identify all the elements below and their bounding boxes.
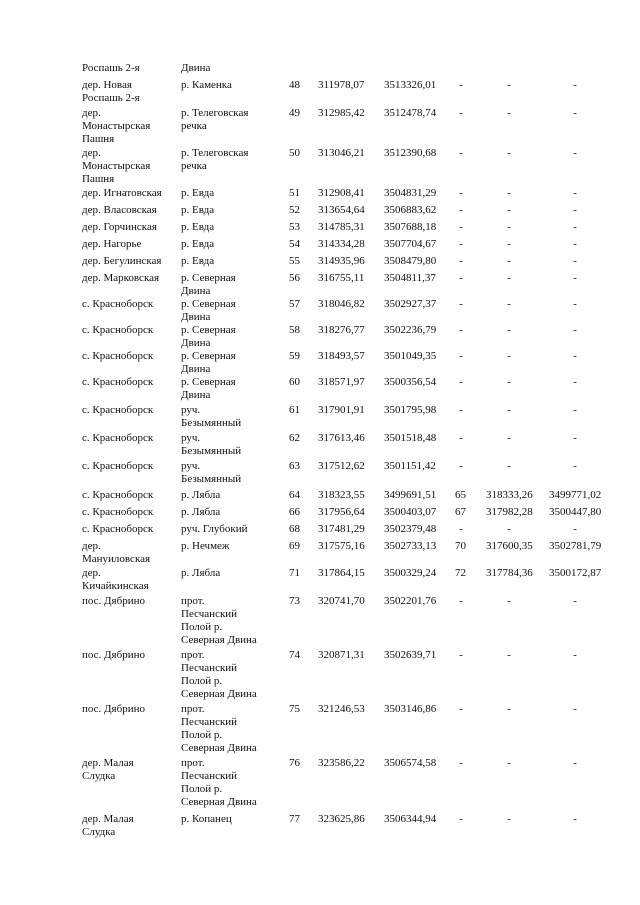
coord-y-cell: 3502236,79 [384, 324, 437, 336]
point-number-cell: 50 [289, 147, 300, 159]
coord-y-cell: 3506883,62 [384, 204, 437, 216]
water-body-cell: р. Северная Двина [181, 350, 236, 375]
coord-x-cell: 318323,55 [318, 489, 365, 501]
point-number-2-cell: - [459, 255, 463, 267]
settlement-cell: с. Красноборск [82, 489, 154, 501]
coord-x-cell: 317613,46 [318, 432, 365, 444]
point-number-cell: 55 [289, 255, 300, 267]
coord-x-2-cell: - [507, 298, 511, 310]
coord-x-2-cell: - [507, 404, 511, 416]
point-number-2-cell: - [459, 376, 463, 388]
coord-x-cell: 313046,21 [318, 147, 365, 159]
point-number-cell: 61 [289, 404, 300, 416]
coord-y-cell: 3501151,42 [384, 460, 436, 472]
point-number-cell: 75 [289, 703, 300, 715]
coord-y-2-cell: - [573, 404, 577, 416]
coord-x-2-cell: - [507, 238, 511, 250]
settlement-cell: с. Красноборск [82, 376, 154, 388]
coord-y-2-cell: - [573, 79, 577, 91]
point-number-cell: 63 [289, 460, 300, 472]
coord-y-cell: 3508479,80 [384, 255, 437, 267]
coord-x-cell: 323586,22 [318, 757, 365, 769]
settlement-cell: дер. Новая Роспашь 2-я [82, 79, 140, 104]
settlement-cell: дер. Власовская [82, 204, 157, 216]
coord-y-2-cell: - [573, 147, 577, 159]
coord-y-cell: 3500403,07 [384, 506, 437, 518]
coord-y-cell: 3502733,13 [384, 540, 437, 552]
settlement-cell: с. Красноборск [82, 298, 154, 310]
point-number-2-cell: - [459, 432, 463, 444]
coord-x-cell: 317575,16 [318, 540, 365, 552]
point-number-cell: 48 [289, 79, 300, 91]
coord-y-cell: 3506344,94 [384, 813, 437, 825]
coord-y-cell: 3501049,35 [384, 350, 437, 362]
coord-x-2-cell: - [507, 813, 511, 825]
settlement-cell: пос. Дябрино [82, 703, 145, 715]
water-body-cell: р. Северная Двина [181, 272, 236, 297]
coord-x-cell: 321246,53 [318, 703, 365, 715]
coord-y-2-cell: - [573, 649, 577, 661]
coord-y-cell: 3504831,29 [384, 187, 437, 199]
coord-y-2-cell: - [573, 813, 577, 825]
coord-x-cell: 317481,29 [318, 523, 365, 535]
coord-y-2-cell: - [573, 238, 577, 250]
coord-x-2-cell: - [507, 324, 511, 336]
coord-y-2-cell: - [573, 703, 577, 715]
coord-y-cell: 3504811,37 [384, 272, 436, 284]
coord-y-cell: 3507688,18 [384, 221, 437, 233]
water-body-cell: р. Евда [181, 204, 215, 216]
coord-x-2-cell: - [507, 703, 511, 715]
coord-y-2-cell: - [573, 221, 577, 233]
coord-y-cell: 3513326,01 [384, 79, 437, 91]
settlement-cell: пос. Дябрино [82, 595, 145, 607]
coord-x-2-cell: 317784,36 [486, 567, 533, 579]
coord-x-2-cell: 317600,35 [486, 540, 533, 552]
water-body-cell: р. Лябла [181, 567, 221, 579]
coord-x-cell: 313654,64 [318, 204, 365, 216]
coord-x-cell: 312985,42 [318, 107, 365, 119]
point-number-2-cell: - [459, 272, 463, 284]
point-number-2-cell: - [459, 298, 463, 310]
coord-y-2-cell: - [573, 595, 577, 607]
point-number-2-cell: - [459, 703, 463, 715]
water-body-cell: прот. Песчанский Полой р. Северная Двина [181, 757, 257, 808]
point-number-cell: 73 [289, 595, 300, 607]
water-body-cell: р. Евда [181, 221, 215, 233]
water-body-cell: р. Нечмеж [181, 540, 230, 552]
point-number-2-cell: 65 [455, 489, 466, 501]
point-number-2-cell: - [459, 595, 463, 607]
point-number-cell: 52 [289, 204, 300, 216]
coord-x-2-cell: - [507, 79, 511, 91]
settlement-cell: дер. Кичайкинская [82, 567, 149, 592]
coord-y-2-cell: 3502781,79 [549, 540, 602, 552]
point-number-cell: 59 [289, 350, 300, 362]
coord-x-2-cell: - [507, 107, 511, 119]
settlement-cell: с. Красноборск [82, 404, 154, 416]
coord-y-2-cell: - [573, 298, 577, 310]
point-number-cell: 54 [289, 238, 300, 250]
coord-y-2-cell: - [573, 187, 577, 199]
water-body-cell: прот. Песчанский Полой р. Северная Двина [181, 649, 257, 700]
coord-y-2-cell: - [573, 204, 577, 216]
settlement-cell: дер. Монастырская Пашня [82, 147, 151, 185]
water-body-cell: руч. Безымянный [181, 404, 242, 429]
coord-y-2-cell: - [573, 107, 577, 119]
point-number-2-cell: - [459, 187, 463, 199]
coord-x-cell: 320741,70 [318, 595, 365, 607]
coord-x-2-cell: - [507, 376, 511, 388]
coord-y-cell: 3502201,76 [384, 595, 437, 607]
water-body-cell: р. Евда [181, 187, 215, 199]
settlement-cell: дер. Горчинская [82, 221, 157, 233]
point-number-2-cell: 67 [455, 506, 466, 518]
settlement-cell: дер. Марковская [82, 272, 160, 284]
point-number-cell: 57 [289, 298, 300, 310]
coord-y-2-cell: - [573, 376, 577, 388]
water-body-cell: р. Лябла [181, 506, 221, 518]
point-number-cell: 58 [289, 324, 300, 336]
coord-x-cell: 318276,77 [318, 324, 365, 336]
water-body-cell: р. Северная Двина [181, 324, 236, 349]
point-number-2-cell: - [459, 238, 463, 250]
point-number-2-cell: - [459, 649, 463, 661]
coord-y-2-cell: 3500447,80 [549, 506, 602, 518]
point-number-2-cell: 72 [455, 567, 466, 579]
coord-x-2-cell: - [507, 350, 511, 362]
coord-y-2-cell: - [573, 460, 577, 472]
coord-x-2-cell: - [507, 255, 511, 267]
coord-x-cell: 317901,91 [318, 404, 365, 416]
coord-x-cell: 317512,62 [318, 460, 365, 472]
point-number-cell: 51 [289, 187, 300, 199]
coord-x-cell: 320871,31 [318, 649, 365, 661]
point-number-cell: 71 [289, 567, 300, 579]
settlement-cell: дер. Бегулинская [82, 255, 162, 267]
coord-y-cell: 3499691,51 [384, 489, 437, 501]
coord-x-2-cell: 318333,26 [486, 489, 533, 501]
point-number-2-cell: - [459, 107, 463, 119]
point-number-2-cell: - [459, 757, 463, 769]
settlement-cell: Роспашь 2-я [82, 62, 140, 74]
point-number-cell: 56 [289, 272, 300, 284]
settlement-cell: пос. Дябрино [82, 649, 145, 661]
water-body-cell: р. Северная Двина [181, 376, 236, 401]
coord-x-2-cell: - [507, 757, 511, 769]
settlement-cell: с. Красноборск [82, 460, 154, 472]
point-number-2-cell: - [459, 813, 463, 825]
settlement-cell: дер. Малая Слудка [82, 757, 134, 782]
point-number-cell: 64 [289, 489, 300, 501]
point-number-2-cell: - [459, 204, 463, 216]
settlement-cell: с. Красноборск [82, 523, 154, 535]
point-number-2-cell: - [459, 324, 463, 336]
water-body-cell: руч. Безымянный [181, 460, 242, 485]
point-number-cell: 68 [289, 523, 300, 535]
coord-x-2-cell: - [507, 187, 511, 199]
water-body-cell: руч. Безымянный [181, 432, 242, 457]
water-body-cell: прот. Песчанский Полой р. Северная Двина [181, 703, 257, 754]
point-number-cell: 66 [289, 506, 300, 518]
coord-y-cell: 3503146,86 [384, 703, 437, 715]
coord-x-cell: 312908,41 [318, 187, 365, 199]
coord-x-cell: 314935,96 [318, 255, 365, 267]
coord-x-cell: 323625,86 [318, 813, 365, 825]
coord-y-2-cell: - [573, 757, 577, 769]
coord-x-cell: 318046,82 [318, 298, 365, 310]
water-body-cell: р. Евда [181, 238, 215, 250]
settlement-cell: с. Красноборск [82, 350, 154, 362]
coord-x-cell: 318493,57 [318, 350, 365, 362]
water-body-cell: р. Лябла [181, 489, 221, 501]
point-number-cell: 53 [289, 221, 300, 233]
point-number-cell: 74 [289, 649, 300, 661]
coord-x-cell: 317956,64 [318, 506, 365, 518]
coord-x-2-cell: - [507, 595, 511, 607]
coord-x-cell: 318571,97 [318, 376, 365, 388]
point-number-2-cell: - [459, 404, 463, 416]
coord-x-cell: 314785,31 [318, 221, 365, 233]
point-number-2-cell: - [459, 79, 463, 91]
coord-y-2-cell: 3500172,87 [549, 567, 602, 579]
coord-y-2-cell: 3499771,02 [549, 489, 602, 501]
point-number-cell: 76 [289, 757, 300, 769]
settlement-cell: дер. Игнатовская [82, 187, 162, 199]
settlement-cell: дер. Малая Слудка [82, 813, 134, 838]
coord-x-cell: 311978,07 [318, 79, 365, 91]
point-number-2-cell: - [459, 460, 463, 472]
coord-x-cell: 316755,11 [318, 272, 365, 284]
settlement-cell: с. Красноборск [82, 324, 154, 336]
coord-x-2-cell: - [507, 147, 511, 159]
point-number-2-cell: - [459, 350, 463, 362]
coord-y-2-cell: - [573, 272, 577, 284]
point-number-2-cell: - [459, 221, 463, 233]
coord-x-2-cell: - [507, 432, 511, 444]
water-body-cell: р. Телеговская речка [181, 147, 249, 172]
water-body-cell: р. Северная Двина [181, 298, 236, 323]
settlement-cell: с. Красноборск [82, 432, 154, 444]
coord-x-2-cell: 317982,28 [486, 506, 533, 518]
point-number-cell: 77 [289, 813, 300, 825]
point-number-cell: 60 [289, 376, 300, 388]
coord-x-2-cell: - [507, 649, 511, 661]
coord-y-cell: 3500356,54 [384, 376, 437, 388]
coord-x-cell: 317864,15 [318, 567, 365, 579]
water-body-cell: прот. Песчанский Полой р. Северная Двина [181, 595, 257, 646]
point-number-cell: 69 [289, 540, 300, 552]
water-body-cell: р. Копанец [181, 813, 232, 825]
settlement-cell: дер. Нагорье [82, 238, 142, 250]
point-number-cell: 62 [289, 432, 300, 444]
coord-x-cell: 314334,28 [318, 238, 365, 250]
coord-y-cell: 3506574,58 [384, 757, 437, 769]
coord-y-2-cell: - [573, 432, 577, 444]
coord-y-cell: 3507704,67 [384, 238, 437, 250]
coord-y-cell: 3502639,71 [384, 649, 437, 661]
water-body-cell: р. Каменка [181, 79, 232, 91]
water-body-cell: р. Телеговская речка [181, 107, 249, 132]
coord-y-2-cell: - [573, 255, 577, 267]
coord-x-2-cell: - [507, 272, 511, 284]
coord-y-cell: 3501795,98 [384, 404, 437, 416]
coord-x-2-cell: - [507, 204, 511, 216]
settlement-cell: дер. Монастырская Пашня [82, 107, 151, 145]
water-body-cell: р. Евда [181, 255, 215, 267]
point-number-cell: 49 [289, 107, 300, 119]
settlement-cell: дер. Мануиловская [82, 540, 151, 565]
coord-y-2-cell: - [573, 523, 577, 535]
coord-y-cell: 3501518,48 [384, 432, 437, 444]
coord-y-cell: 3512390,68 [384, 147, 437, 159]
point-number-2-cell: - [459, 147, 463, 159]
coord-y-cell: 3502379,48 [384, 523, 437, 535]
coord-x-2-cell: - [507, 221, 511, 233]
coord-x-2-cell: - [507, 460, 511, 472]
coord-y-2-cell: - [573, 324, 577, 336]
coord-y-2-cell: - [573, 350, 577, 362]
settlement-cell: с. Красноборск [82, 506, 154, 518]
coord-y-cell: 3502927,37 [384, 298, 437, 310]
coord-x-2-cell: - [507, 523, 511, 535]
water-body-cell: Двина [181, 62, 211, 74]
coord-y-cell: 3500329,24 [384, 567, 437, 579]
point-number-2-cell: - [459, 523, 463, 535]
point-number-2-cell: 70 [455, 540, 466, 552]
water-body-cell: руч. Глубокий [181, 523, 248, 535]
coord-y-cell: 3512478,74 [384, 107, 437, 119]
